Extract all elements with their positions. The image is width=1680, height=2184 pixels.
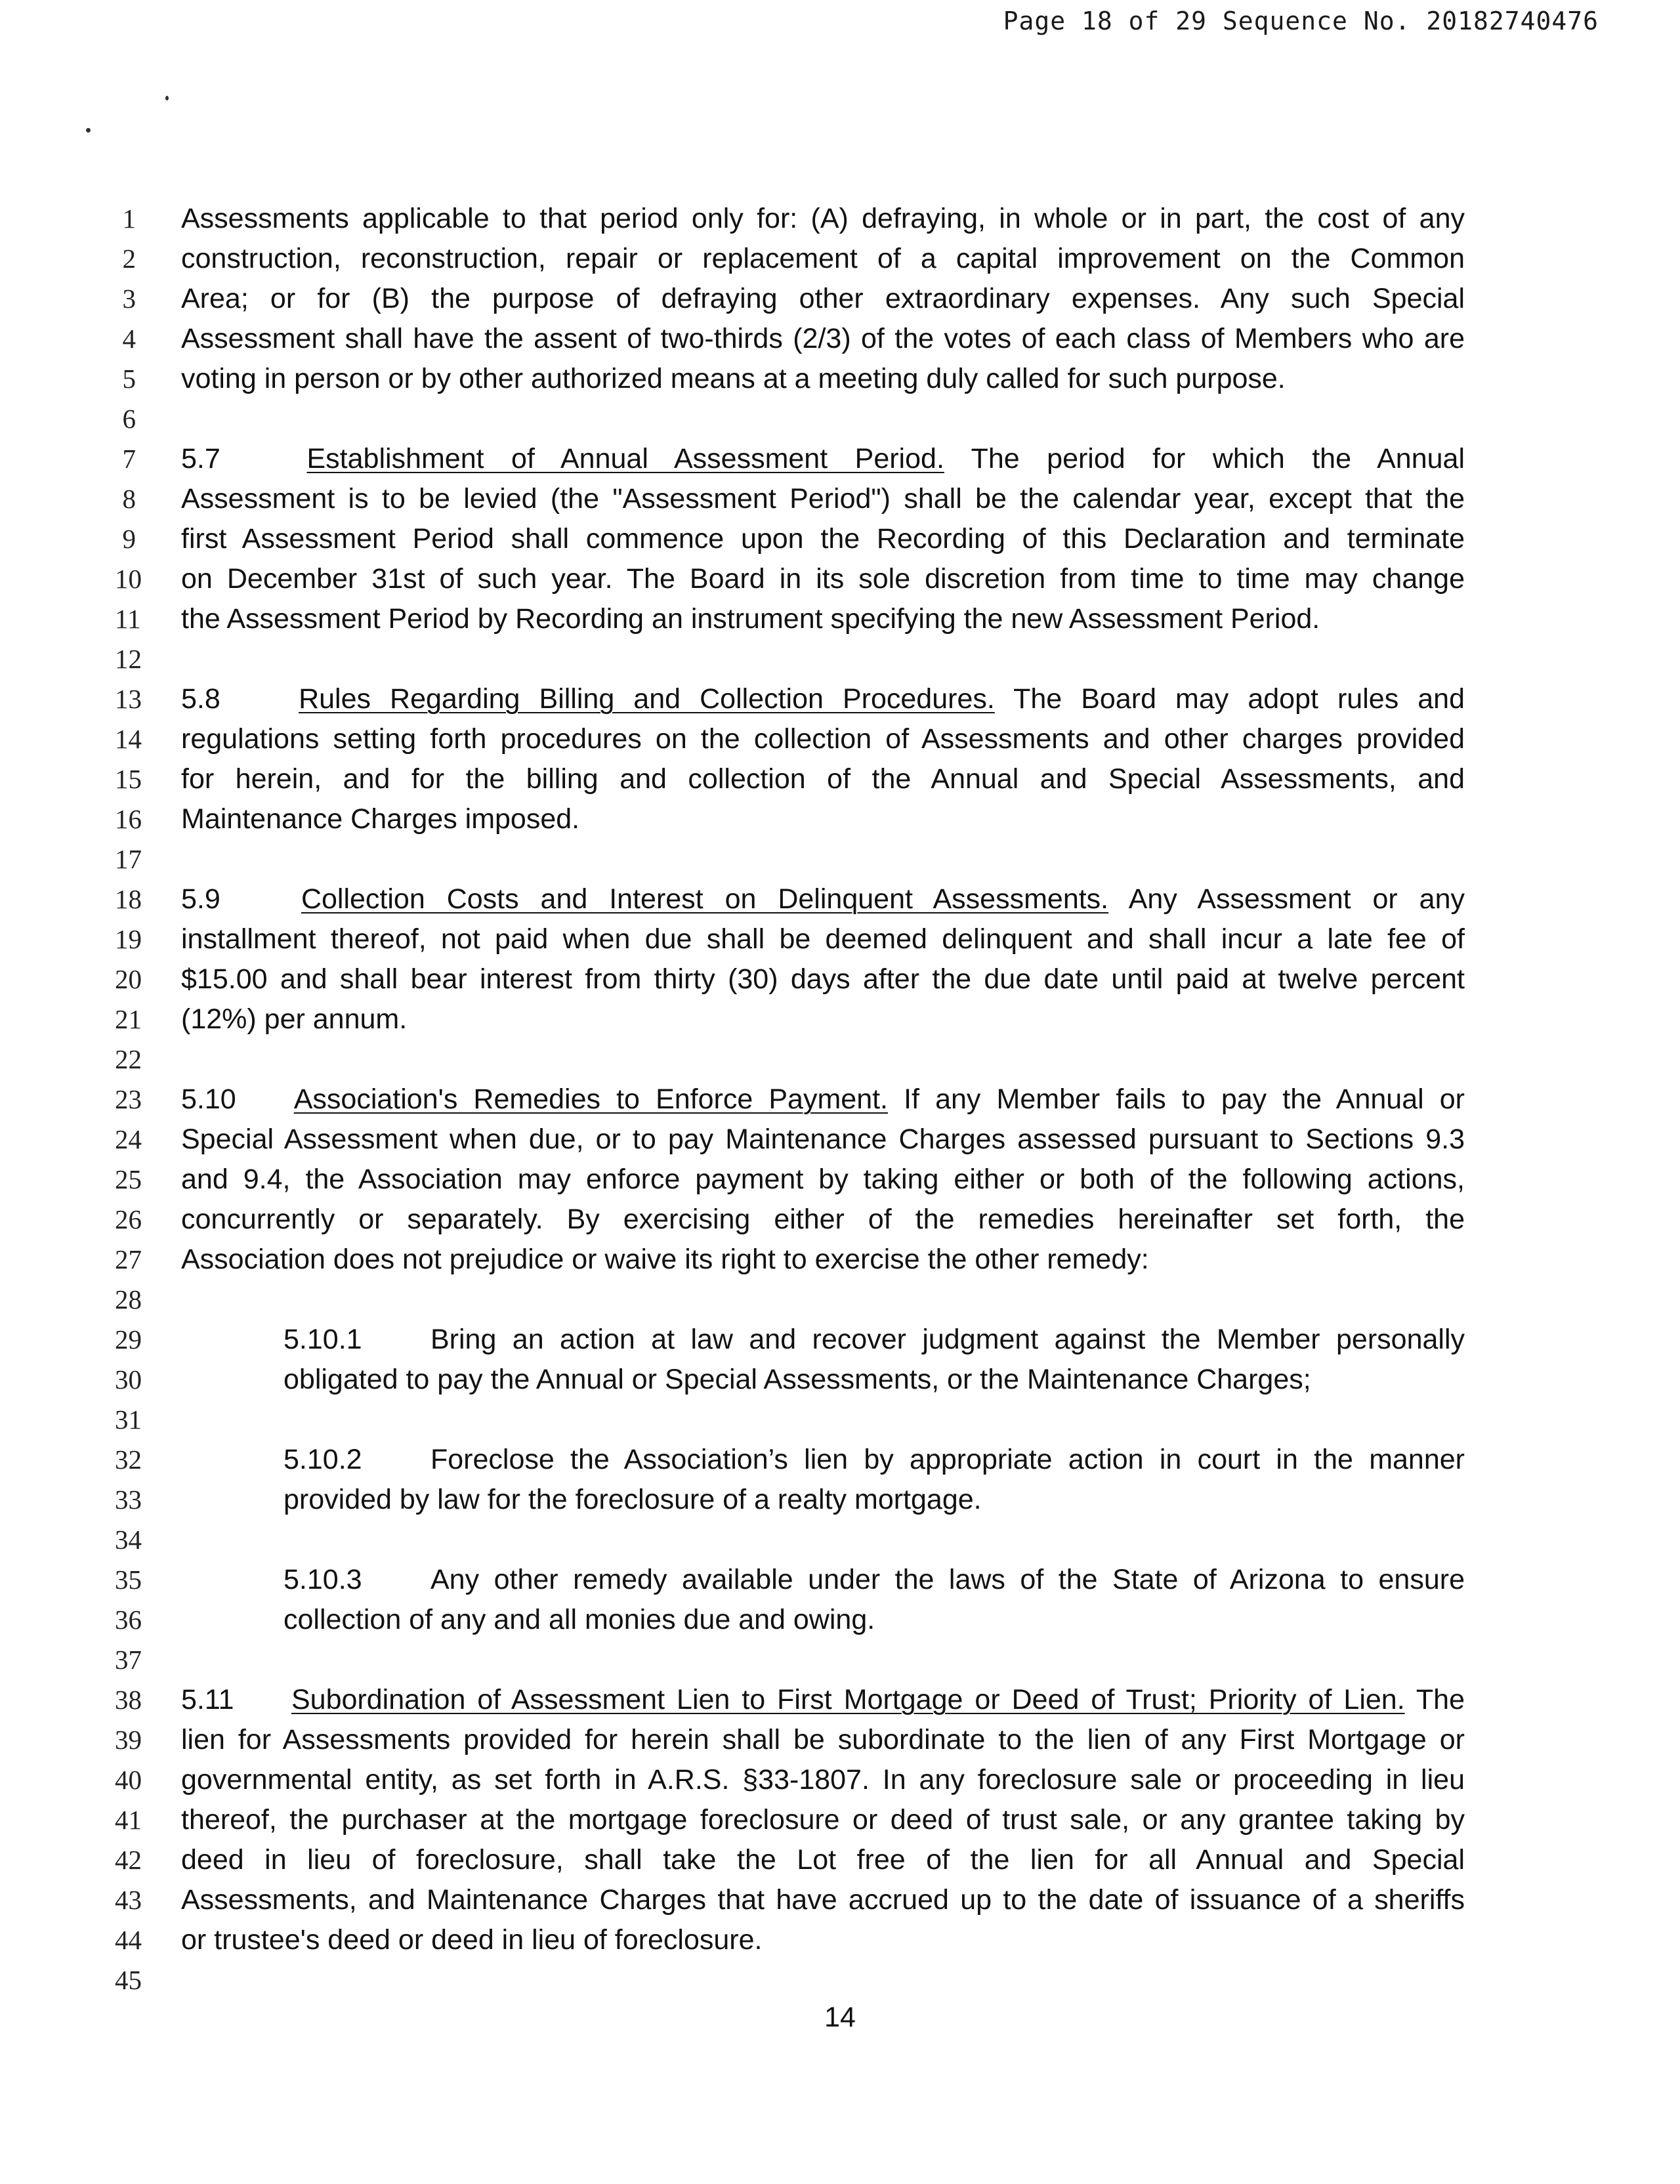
text-line: $15.00 and shall bear interest from thirty (30) days after the due date until paid at twelve percent [181,963,1465,995]
line-number: 19 [115,924,142,954]
section-heading-5-7: 5.7 Establishment of Annual Assessment Period. The period for which the Annual [181,439,1465,479]
line-number: 39 [115,1725,142,1755]
line-number: 37 [115,1645,142,1675]
line-number: 27 [115,1244,142,1274]
line-number: 14 [115,724,142,754]
text-line: Assessments, and Maintenance Charges that have accrued up to the date of issuance of a sheriffs [181,1884,1465,1916]
line-number: 21 [115,1004,142,1034]
line-number: 22 [115,1044,142,1074]
line-number: 18 [115,884,142,914]
line-number: 25 [115,1164,142,1194]
line-number: 10 [115,564,142,594]
line-number: 16 [115,804,142,834]
line-number: 20 [115,964,142,994]
section-heading-5-9: 5.9 Collection Costs and Interest on Delinquent Assessments. Any Assessment or any [181,879,1465,919]
text-line: on December 31st of such year. The Board in its sole discretion from time to time may change [181,563,1465,595]
text-line: provided by law for the foreclosure of a realty mortgage. [284,1484,982,1515]
text-line: collection of any and all monies due and owing. [284,1604,875,1635]
section-heading-5-11: 5.11 Subordination of Assessment Lien to First Mortgage or Deed of Trust; Priority of Lien. The [181,1680,1465,1720]
section-title: Association's Remedies to Enforce Payment. [293,1083,888,1115]
text-line: Assessment shall have the assent of two-thirds (2/3) of the votes of each class of Members who are [181,323,1465,354]
line-number: 7 [122,444,136,474]
line-number: 34 [115,1524,142,1555]
line-number: 9 [122,524,136,554]
text-line: construction, reconstruction, repair or replacement of a capital improvement on the Common [181,243,1465,274]
text-line: and 9.4, the Association may enforce payment by taking either or both of the following actions, [181,1164,1465,1195]
section-heading-5-8: 5.8 Rules Regarding Billing and Collection Procedures. The Board may adopt rules and [181,679,1465,719]
line-number: 31 [115,1404,142,1435]
scan-speck [86,128,91,133]
text-line: deed in lieu of foreclosure, shall take the Lot free of the lien for all Annual and Special [181,1844,1465,1876]
line-number: 8 [122,484,136,514]
line-number: 38 [115,1685,142,1715]
subsection-5-10-1: 5.10.1 Bring an action at law and recover judgment against the Member personally [284,1320,1465,1360]
line-number: 33 [115,1484,142,1515]
line-number: 23 [115,1084,142,1114]
section-title: Collection Costs and Interest on Delinquent Assessments. [301,883,1109,915]
line-number: 11 [115,604,141,634]
section-number: 5.7 [181,443,220,474]
line-number: 32 [115,1444,142,1475]
text-line: Maintenance Charges imposed. [181,803,580,835]
line-number: 28 [115,1284,142,1314]
scan-speck [165,96,169,100]
line-number: 13 [115,684,142,714]
line-number: 26 [115,1204,142,1234]
text-line: Association does not prejudice or waive its right to exercise the other remedy: [181,1244,1149,1275]
section-number: 5.11 [181,1684,234,1715]
text-line: or trustee's deed or deed in lieu of foreclosure. [181,1924,763,1956]
line-number: 43 [115,1885,142,1915]
text-line: regulations setting forth procedures on the collection of Assessments and other charges provided [181,723,1465,755]
line-number: 29 [115,1324,142,1354]
text-line: the Assessment Period by Recording an instrument specifying the new Assessment Period. [181,603,1320,635]
line-number: 35 [115,1564,142,1595]
text-line: concurrently or separately. By exercising either of the remedies hereinafter set forth, the [181,1204,1465,1235]
subsection-5-10-3: 5.10.3 Any other remedy available under the laws of the State of Arizona to ensure [284,1560,1465,1600]
text-line: voting in person or by other authorized means at a meeting duly called for such purpose. [181,363,1286,394]
text-line: (12%) per annum. [181,1003,408,1035]
subsection-5-10-2: 5.10.2 Foreclose the Association’s lien by appropriate action in court in the manner [284,1440,1465,1480]
text-line: thereof, the purchaser at the mortgage foreclosure or deed of trust sale, or any grantee taking by [181,1804,1465,1836]
line-number: 44 [115,1925,142,1955]
text-line: for herein, and for the billing and collection of the Annual and Special Assessments, and [181,763,1465,795]
line-number: 4 [122,324,136,354]
section-title: Subordination of Assessment Lien to First Mortgage or Deed of Trust; Priority of Lien. [291,1684,1405,1715]
section-number: 5.10 [181,1083,236,1115]
line-number: 45 [115,1965,142,1995]
line-number: 12 [115,644,142,674]
line-number: 36 [115,1605,142,1635]
page-number: 14 [824,2002,856,2033]
line-number: 17 [115,844,142,874]
section-heading-5-10: 5.10 Association's Remedies to Enforce Payment. If any Member fails to pay the Annual or [181,1080,1465,1120]
line-number: 5 [122,364,136,394]
line-number: 40 [115,1765,142,1795]
recording-stamp: Page 18 of 29 Sequence No. 20182740476 [1003,7,1599,35]
line-number: 6 [122,404,136,434]
line-number: 42 [115,1845,142,1875]
text-line: lien for Assessments provided for herein shall be subordinate to the lien of any First Mortgage or [181,1724,1465,1755]
text-line: Assessment is to be levied (the "Assessment Period") shall be the calendar year, except that the [181,483,1465,514]
section-number: 5.9 [181,883,220,915]
subsection-number: 5.10.3 [284,1564,362,1595]
line-number: 1 [122,203,136,234]
line-number: 3 [122,284,136,314]
text-line: obligated to pay the Annual or Special Assessments, or the Maintenance Charges; [284,1364,1311,1395]
section-title: Establishment of Annual Assessment Period. [306,443,944,474]
text-line: Area; or for (B) the purpose of defraying other extraordinary expenses. Any such Special [181,283,1465,314]
text-line: Special Assessment when due, or to pay Maintenance Charges assessed pursuant to Sections 9.3 [181,1124,1465,1155]
subsection-number: 5.10.1 [284,1324,362,1355]
line-number: 30 [115,1364,142,1395]
line-number: 15 [115,764,142,794]
section-number: 5.8 [181,683,220,715]
subsection-number: 5.10.2 [284,1444,362,1475]
line-number: 2 [122,243,136,274]
line-number: 41 [115,1805,142,1835]
text-line: installment thereof, not paid when due shall be deemed delinquent and shall incur a late fee of [181,923,1465,955]
line-number: 24 [115,1124,142,1154]
text-line: first Assessment Period shall commence upon the Recording of this Declaration and terminate [181,523,1465,555]
text-line: Assessments applicable to that period only for: (A) defraying, in whole or in part, the cost of any [181,203,1465,234]
section-title: Rules Regarding Billing and Collection Procedures. [299,683,995,715]
text-line: governmental entity, as set forth in A.R.S. §33-1807. In any foreclosure sale or proceeding in lieu [181,1764,1465,1796]
